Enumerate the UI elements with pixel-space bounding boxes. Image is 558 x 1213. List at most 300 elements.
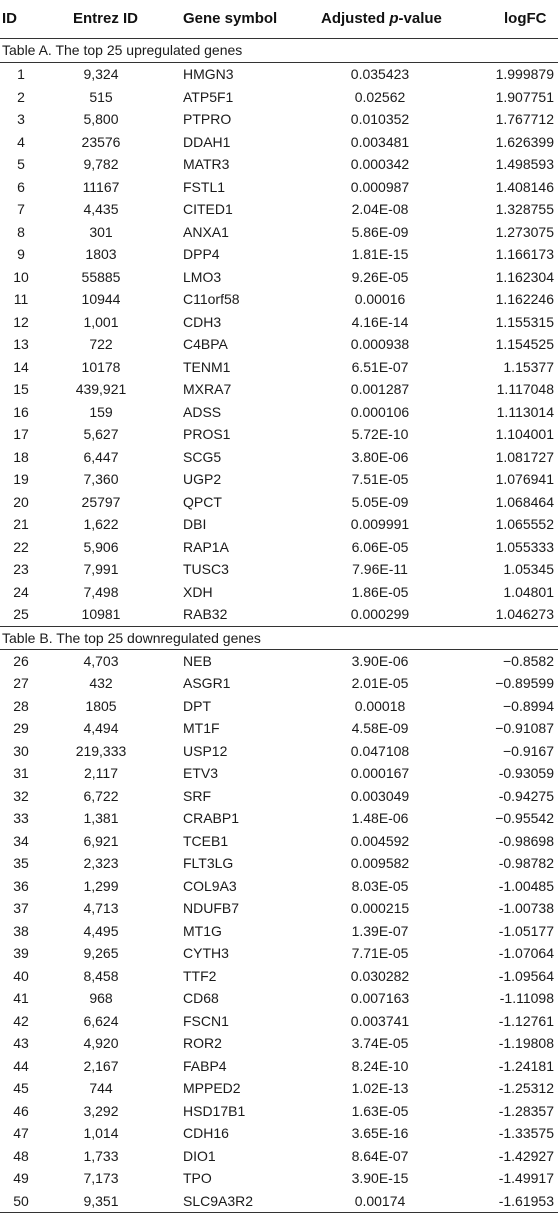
cell-entrez-id: 1,014: [83, 1125, 119, 1141]
cell-gene-symbol: ROR2: [183, 1035, 222, 1051]
cell-id: 48: [13, 1147, 29, 1164]
table-row: [0, 198, 558, 221]
cell-adjusted-p-value: 4.58E-09: [351, 720, 409, 736]
cell-logfc: 1.055333: [495, 538, 554, 555]
table-row: [0, 401, 558, 424]
cell-adjusted-p-value: 0.035423: [350, 66, 410, 82]
cell-logfc: 1.154525: [495, 336, 554, 352]
table-row: [0, 468, 558, 491]
cell-adjusted-p-value: 7.71E-05: [351, 945, 409, 961]
cell-entrez-id: 1,001: [83, 313, 119, 330]
table-row: [0, 446, 558, 469]
table-row: [0, 63, 558, 86]
cell-adjusted-p-value: 0.004592: [350, 832, 410, 849]
cell-id: 34: [13, 832, 29, 849]
cell-adjusted-p-value: 0.009582: [350, 855, 410, 871]
cell-adjusted-p-value: 0.003741: [350, 1012, 410, 1029]
cell-adjusted-p-value: 5.86E-09: [351, 223, 409, 240]
cell-id: 43: [13, 1035, 29, 1051]
cell-adjusted-p-value: 6.06E-05: [351, 538, 409, 555]
cell-id: 3: [17, 111, 25, 127]
cell-gene-symbol: HSD17B1: [183, 1102, 246, 1119]
cell-logfc: -0.93059: [498, 765, 554, 781]
cell-gene-symbol: ADSS: [183, 403, 222, 420]
table-row: [0, 897, 558, 920]
cell-id: 16: [13, 403, 29, 420]
cell-adjusted-p-value: 0.010352: [350, 111, 410, 127]
cell-gene-symbol: FSTL1: [183, 178, 226, 195]
cell-id: 30: [13, 742, 29, 759]
cell-entrez-id: 25797: [81, 493, 121, 510]
table-row: [0, 1167, 558, 1190]
cell-adjusted-p-value: 3.90E-15: [351, 1170, 409, 1186]
cell-id: 27: [13, 675, 29, 691]
table-row: [0, 1145, 558, 1168]
cell-entrez-id: 1,299: [83, 877, 119, 894]
cell-entrez-id: 159: [89, 403, 113, 420]
cell-gene-symbol: SRF: [183, 787, 211, 804]
cell-adjusted-p-value: 0.030282: [350, 967, 410, 984]
cell-id: 29: [13, 720, 29, 736]
table-row: [0, 153, 558, 176]
cell-id: 14: [13, 358, 29, 375]
cell-logfc: 1.498593: [495, 156, 554, 172]
cell-id: 15: [13, 381, 29, 397]
cell-logfc: -1.42927: [498, 1147, 554, 1164]
cell-id: 40: [13, 967, 29, 984]
cell-adjusted-p-value: 3.90E-06: [351, 652, 409, 669]
cell-id: 47: [13, 1125, 29, 1141]
cell-logfc: 1.104001: [495, 426, 554, 442]
table-row: [0, 965, 558, 988]
cell-gene-symbol: MPPED2: [183, 1080, 241, 1096]
cell-gene-symbol: SLC9A3R2: [183, 1192, 254, 1209]
cell-gene-symbol: FLT3LG: [183, 855, 234, 871]
cell-gene-symbol: TUSC3: [183, 561, 229, 577]
table-row: [0, 762, 558, 785]
cell-logfc: −0.91087: [495, 720, 554, 736]
cell-adjusted-p-value: 1.39E-07: [351, 922, 409, 939]
table-header: [0, 0, 558, 39]
cell-entrez-id: 6,624: [83, 1012, 119, 1029]
table-row: [0, 581, 558, 604]
cell-adjusted-p-value: 2.01E-05: [351, 675, 409, 691]
cell-gene-symbol: MXRA7: [183, 381, 232, 397]
cell-adjusted-p-value: 0.007163: [350, 990, 410, 1006]
cell-logfc: -1.00738: [498, 900, 554, 916]
cell-logfc: −0.89599: [495, 675, 554, 691]
cell-adjusted-p-value: 1.81E-15: [351, 246, 409, 262]
cell-logfc: -1.05177: [498, 922, 554, 939]
table-row: [0, 1010, 558, 1033]
cell-id: 19: [13, 471, 29, 487]
cell-adjusted-p-value: 0.02562: [354, 88, 406, 105]
cell-adjusted-p-value: 8.03E-05: [351, 877, 409, 894]
cell-entrez-id: 7,360: [83, 471, 119, 487]
table-row: [0, 266, 558, 289]
cell-gene-symbol: RAB32: [183, 606, 228, 622]
cell-id: 23: [13, 561, 29, 577]
table-row: [0, 131, 558, 154]
header-padj-suffix: -value: [398, 10, 442, 27]
cell-gene-symbol: ASGR1: [183, 675, 231, 691]
header-logfc: logFC: [504, 10, 547, 27]
cell-gene-symbol: DDAH1: [183, 133, 231, 150]
table-row: [0, 288, 558, 311]
cell-entrez-id: 2,117: [84, 765, 118, 781]
cell-entrez-id: 7,991: [83, 561, 119, 577]
table-row: [0, 987, 558, 1010]
cell-id: 17: [13, 426, 29, 442]
table-row: [0, 378, 558, 401]
table-row: [0, 176, 558, 199]
cell-gene-symbol: NDUFB7: [183, 900, 240, 916]
cell-id: 28: [13, 697, 29, 714]
cell-gene-symbol: CYTH3: [183, 945, 229, 961]
cell-entrez-id: 6,722: [83, 787, 119, 804]
cell-adjusted-p-value: 3.74E-05: [351, 1035, 409, 1051]
cell-id: 36: [13, 877, 29, 894]
cell-adjusted-p-value: 5.72E-10: [351, 426, 409, 442]
table-row: [0, 108, 558, 131]
table-row: [0, 875, 558, 898]
cell-gene-symbol: CDH16: [183, 1125, 229, 1141]
cell-entrez-id: 9,782: [83, 156, 119, 172]
cell-adjusted-p-value: 0.009991: [350, 516, 410, 532]
cell-logfc: 1.068464: [495, 493, 554, 510]
header-gene-symbol: Gene symbol: [183, 10, 278, 27]
cell-adjusted-p-value: 8.64E-07: [351, 1147, 409, 1164]
cell-entrez-id: 23576: [81, 133, 121, 150]
cell-adjusted-p-value: 0.00016: [354, 291, 406, 307]
header-entrez-id: Entrez ID: [73, 10, 139, 27]
cell-adjusted-p-value: 4.16E-14: [351, 313, 409, 330]
cell-entrez-id: 5,627: [83, 426, 119, 442]
cell-id: 12: [13, 313, 29, 330]
cell-logfc: -1.09564: [498, 967, 554, 984]
cell-adjusted-p-value: 1.86E-05: [351, 583, 409, 600]
cell-entrez-id: 10178: [81, 358, 121, 375]
header-padj-prefix: Adjusted: [321, 10, 390, 27]
cell-entrez-id: 1,733: [83, 1147, 119, 1164]
cell-logfc: 1.162246: [495, 291, 554, 307]
cell-logfc: −0.95542: [495, 810, 554, 826]
cell-id: 9: [17, 246, 25, 262]
cell-entrez-id: 9,351: [83, 1192, 119, 1209]
cell-id: 13: [13, 336, 29, 352]
cell-gene-symbol: PROS1: [183, 426, 231, 442]
header-id: ID: [2, 10, 17, 27]
cell-gene-symbol: CRABP1: [183, 810, 240, 826]
cell-gene-symbol: ATP5F1: [183, 88, 234, 105]
cell-adjusted-p-value: 0.000106: [350, 403, 410, 420]
cell-id: 18: [13, 448, 29, 465]
cell-id: 6: [17, 178, 25, 195]
table-row: [0, 650, 558, 673]
cell-gene-symbol: QPCT: [183, 493, 222, 510]
cell-gene-symbol: COL9A3: [183, 877, 237, 894]
cell-adjusted-p-value: 0.000987: [350, 178, 410, 195]
cell-gene-symbol: TCEB1: [183, 832, 229, 849]
table-row: [0, 717, 558, 740]
cell-adjusted-p-value: 1.02E-13: [351, 1080, 409, 1096]
table-row: [0, 1100, 558, 1123]
cell-adjusted-p-value: 0.001287: [350, 381, 410, 397]
cell-gene-symbol: UGP2: [183, 471, 222, 487]
cell-gene-symbol: USP12: [183, 742, 228, 759]
cell-entrez-id: 4,920: [83, 1035, 119, 1051]
cell-logfc: -1.61953: [498, 1192, 554, 1209]
cell-entrez-id: 3,292: [83, 1102, 119, 1119]
cell-entrez-id: 8,458: [83, 967, 119, 984]
cell-gene-symbol: HMGN3: [183, 66, 234, 82]
table-row: [0, 536, 558, 559]
table-row: [0, 920, 558, 943]
cell-entrez-id: 968: [89, 990, 113, 1006]
cell-adjusted-p-value: 0.000215: [350, 900, 410, 916]
cell-entrez-id: 4,495: [83, 922, 119, 939]
table-row: [0, 1032, 558, 1055]
table-row: [0, 221, 558, 244]
cell-logfc: -1.00485: [498, 877, 554, 894]
cell-gene-symbol: MT1G: [183, 922, 222, 939]
cell-id: 25: [13, 606, 29, 622]
cell-adjusted-p-value: 0.000938: [350, 336, 410, 352]
cell-entrez-id: 6,921: [83, 832, 119, 849]
table-row: [0, 558, 558, 581]
cell-gene-symbol: TPO: [183, 1170, 212, 1186]
cell-entrez-id: 6,447: [83, 448, 119, 465]
cell-adjusted-p-value: 2.04E-08: [351, 201, 409, 217]
cell-entrez-id: 439,921: [75, 381, 127, 397]
cell-entrez-id: 9,324: [83, 66, 119, 82]
cell-id: 26: [13, 652, 29, 669]
cell-gene-symbol: C11orf58: [183, 291, 240, 307]
cell-entrez-id: 5,906: [83, 538, 119, 555]
cell-adjusted-p-value: 0.047108: [350, 742, 410, 759]
cell-logfc: −0.9167: [503, 742, 554, 759]
cell-gene-symbol: MT1F: [183, 720, 220, 736]
table-row: [0, 423, 558, 446]
cell-gene-symbol: TENM1: [183, 358, 231, 375]
cell-id: 21: [13, 516, 29, 532]
cell-adjusted-p-value: 7.51E-05: [351, 471, 409, 487]
cell-adjusted-p-value: 6.51E-07: [351, 358, 409, 375]
cell-id: 46: [13, 1102, 29, 1119]
cell-adjusted-p-value: 0.000342: [350, 156, 410, 172]
cell-id: 44: [13, 1057, 29, 1074]
cell-id: 20: [13, 493, 29, 510]
cell-adjusted-p-value: 3.65E-16: [351, 1125, 409, 1141]
cell-logfc: -1.28357: [498, 1102, 554, 1119]
cell-adjusted-p-value: 0.003481: [350, 133, 410, 150]
cell-logfc: -1.33575: [498, 1125, 554, 1141]
header-padj-italic: p: [389, 10, 399, 27]
cell-adjusted-p-value: 7.96E-11: [352, 561, 408, 577]
cell-id: 41: [13, 990, 29, 1006]
cell-id: 8: [17, 223, 25, 240]
cell-logfc: 1.076941: [495, 471, 554, 487]
cell-logfc: -1.49917: [498, 1170, 554, 1186]
cell-logfc: 1.04801: [503, 583, 554, 600]
table-row: [0, 830, 558, 853]
cell-id: 24: [13, 583, 29, 600]
cell-entrez-id: 4,713: [83, 900, 119, 916]
cell-gene-symbol: RAP1A: [183, 538, 229, 555]
cell-logfc: 1.155315: [495, 313, 554, 330]
cell-entrez-id: 2,323: [83, 855, 119, 871]
cell-gene-symbol: MATR3: [183, 156, 230, 172]
cell-adjusted-p-value: 5.05E-09: [351, 493, 409, 510]
cell-entrez-id: 7,173: [83, 1170, 119, 1186]
cell-id: 4: [17, 133, 25, 150]
cell-gene-symbol: SCG5: [183, 448, 222, 465]
cell-entrez-id: 1803: [85, 246, 117, 262]
cell-adjusted-p-value: 8.24E-10: [351, 1057, 409, 1074]
cell-id: 49: [13, 1170, 29, 1186]
cell-id: 39: [13, 945, 29, 961]
cell-id: 11: [13, 291, 29, 307]
table-row: [0, 513, 558, 536]
cell-entrez-id: 1,622: [83, 516, 119, 532]
cell-logfc: -1.25312: [498, 1080, 554, 1096]
cell-adjusted-p-value: 1.63E-05: [351, 1102, 409, 1119]
cell-adjusted-p-value: 0.000299: [350, 606, 410, 622]
cell-logfc: -1.24181: [498, 1057, 554, 1074]
cell-adjusted-p-value: 0.00174: [354, 1192, 406, 1209]
cell-gene-symbol: LMO3: [183, 268, 222, 285]
cell-id: 7: [17, 201, 25, 217]
cell-logfc: 1.05345: [503, 561, 554, 577]
cell-adjusted-p-value: 0.00018: [354, 697, 406, 714]
cell-id: 31: [13, 765, 29, 781]
cell-logfc: 1.328755: [495, 201, 554, 217]
cell-gene-symbol: ANXA1: [183, 223, 229, 240]
cell-logfc: -1.11098: [499, 990, 554, 1006]
cell-entrez-id: 4,703: [83, 652, 119, 669]
cell-entrez-id: 11167: [82, 178, 120, 195]
cell-id: 22: [13, 538, 29, 555]
table-row: [0, 86, 558, 109]
cell-entrez-id: 10981: [81, 606, 121, 622]
cell-id: 50: [13, 1192, 29, 1209]
cell-entrez-id: 5,800: [83, 111, 119, 127]
cell-adjusted-p-value: 0.000167: [350, 765, 410, 781]
cell-id: 45: [13, 1080, 29, 1096]
cell-logfc: −0.8994: [503, 697, 554, 714]
table-row: [0, 243, 558, 266]
table-row: [0, 740, 558, 763]
header-adjusted-p-value: [321, 10, 442, 27]
table-row: [0, 695, 558, 718]
table-row: [0, 785, 558, 808]
table-row: [0, 603, 558, 626]
cell-gene-symbol: DBI: [183, 516, 207, 532]
cell-id: 35: [13, 855, 29, 871]
table-row: [0, 311, 558, 334]
cell-gene-symbol: XDH: [183, 583, 213, 600]
cell-id: 2: [17, 88, 25, 105]
cell-gene-symbol: FABP4: [183, 1057, 227, 1074]
table-row: [0, 942, 558, 965]
cell-id: 42: [13, 1012, 29, 1029]
cell-gene-symbol: DPP4: [183, 246, 220, 262]
cell-entrez-id: 7,498: [83, 583, 119, 600]
cell-adjusted-p-value: 9.26E-05: [351, 268, 409, 285]
table-row: [0, 491, 558, 514]
cell-id: 32: [13, 787, 29, 804]
cell-logfc: -1.19808: [498, 1035, 554, 1051]
cell-logfc: -0.94275: [498, 787, 554, 804]
cell-adjusted-p-value: 3.80E-06: [351, 448, 409, 465]
cell-gene-symbol: CITED1: [183, 201, 233, 217]
cell-entrez-id: 4,494: [83, 720, 119, 736]
cell-entrez-id: 4,435: [83, 201, 119, 217]
table-row: [0, 807, 558, 830]
cell-logfc: −0.8582: [503, 652, 554, 669]
cell-gene-symbol: DPT: [183, 697, 211, 714]
cell-logfc: -1.12761: [498, 1012, 554, 1029]
downregulated-rows: [0, 650, 558, 1213]
table-row: [0, 333, 558, 356]
cell-entrez-id: 2,167: [83, 1057, 119, 1074]
cell-adjusted-p-value: 1.48E-06: [351, 810, 409, 826]
cell-logfc: 1.046273: [495, 606, 554, 622]
cell-logfc: -1.07064: [498, 945, 554, 961]
cell-gene-symbol: CDH3: [183, 313, 222, 330]
cell-logfc: 1.15377: [503, 358, 554, 375]
cell-entrez-id: 10944: [81, 291, 121, 307]
cell-logfc: 1.767712: [495, 111, 554, 127]
cell-gene-symbol: CD68: [183, 990, 219, 1006]
cell-id: 33: [13, 810, 29, 826]
cell-gene-symbol: DIO1: [183, 1147, 216, 1164]
cell-id: 10: [13, 268, 29, 285]
cell-logfc: 1.065552: [495, 516, 554, 532]
cell-entrez-id: 301: [89, 223, 113, 240]
table-row: [0, 1077, 558, 1100]
cell-id: 38: [13, 922, 29, 939]
cell-entrez-id: 722: [89, 336, 113, 352]
table-row: [0, 356, 558, 379]
cell-gene-symbol: PTPRO: [183, 111, 232, 127]
table-row: [0, 1122, 558, 1145]
cell-logfc: 1.626399: [495, 133, 554, 150]
cell-logfc: 1.166173: [495, 246, 554, 262]
upregulated-rows: [0, 63, 558, 626]
table-row: [0, 1190, 558, 1213]
cell-logfc: 1.117048: [496, 381, 554, 397]
cell-logfc: 1.162304: [495, 268, 554, 285]
cell-logfc: 1.081727: [495, 448, 554, 465]
cell-logfc: 1.999879: [495, 66, 554, 82]
table-row: [0, 1055, 558, 1078]
cell-id: 5: [17, 156, 25, 172]
cell-gene-symbol: C4BPA: [183, 336, 228, 352]
cell-logfc: 1.273075: [495, 223, 554, 240]
cell-logfc: 1.907751: [495, 88, 554, 105]
cell-gene-symbol: ETV3: [183, 765, 219, 781]
cell-entrez-id: 55885: [81, 268, 121, 285]
cell-entrez-id: 219,333: [75, 742, 127, 759]
section-b-title: Table B. The top 25 downregulated genes: [0, 626, 558, 650]
cell-logfc: 1.408146: [495, 178, 554, 195]
cell-gene-symbol: NEB: [183, 652, 212, 669]
cell-id: 1: [17, 66, 25, 82]
table-row: [0, 672, 558, 695]
cell-adjusted-p-value: 0.003049: [350, 787, 410, 804]
cell-entrez-id: 9,265: [83, 945, 119, 961]
